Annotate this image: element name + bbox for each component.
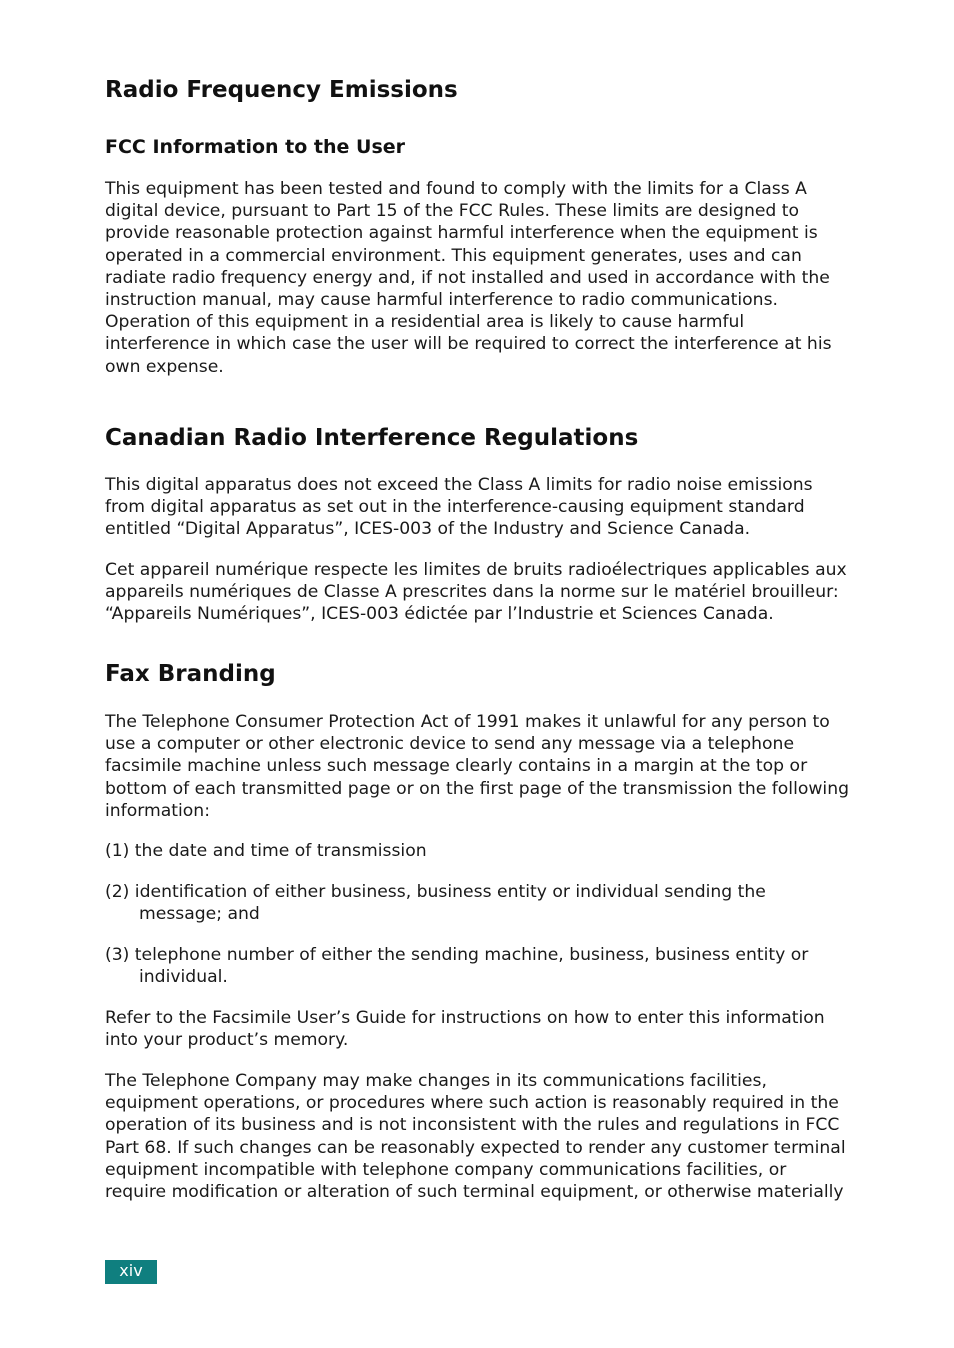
list-item: (2) identification of either business, business entity or individual sending the message; and [105, 882, 766, 925]
heading-canadian-regulations: Canadian Radio Interference Regulations [105, 425, 639, 451]
paragraph-refer-guide: Refer to the Facsimile User’s Guide for instructions on how to enter this information into your product’s memory. [105, 1008, 825, 1051]
list-item: (3) telephone number of either the sending machine, business, business entity or individual. [105, 945, 809, 988]
paragraph-canada-english: This digital apparatus does not exceed the Class A limits for radio noise emissions from digital apparatus as set out in the interference-causing equipment standard entitled “Digital Apparatus”, ICES-003 of the Industry and Science Canada. [105, 475, 813, 540]
heading-radio-frequency-emissions: Radio Frequency Emissions [105, 77, 458, 103]
subheading-fcc-information: FCC Information to the User [105, 136, 406, 158]
paragraph-canada-french: Cet appareil numérique respecte les limites de bruits radioélectriques applicables aux appareils numériques de Classe A prescrites dans la norme sur le matériel brouilleur: “Appareils Numériques”, ICES-003 édictée par l’Industrie et Sciences Canada. [105, 560, 847, 625]
list-item: (1) the date and time of transmission [105, 841, 427, 861]
paragraph-fcc-body: This equipment has been tested and found to comply with the limits for a Class A digital device, pursuant to Part 15 of the FCC Rules. These limits are designed to provide reasonable protection against harmful interference when the equipment is operated in a commercial environment. This equipment generates, uses and can radiate radio frequency energy and, if not installed and used in accordance with the instruction manual, may cause harmful interference to radio communications. Operation of this equipment in a residential area is likely to cause harmful interference in which case the user will be required to correct the interference at his own expense. [105, 179, 832, 377]
heading-fax-branding: Fax Branding [105, 661, 276, 687]
paragraph-telephone-company: The Telephone Company may make changes in its communications facilities, equipment operations, or procedures where such action is reasonably required in the operation of its business and is not inconsistent with the rules and regulations in FCC Part 68. If such changes can be reasonably expected to render any customer terminal equipment incompatible with telephone company communications facilities, or require modification or alteration of such terminal equipment, or otherwise materially [105, 1071, 846, 1203]
page-number-badge: xiv [105, 1260, 157, 1284]
paragraph-fax-intro: The Telephone Consumer Protection Act of 1991 makes it unlawful for any person to use a computer or other electronic device to send any message via a telephone facsimile machine unless such message clearly contains in a margin at the top or bottom of each transmitted page or on the first page of the transmission the following information: [105, 712, 850, 821]
